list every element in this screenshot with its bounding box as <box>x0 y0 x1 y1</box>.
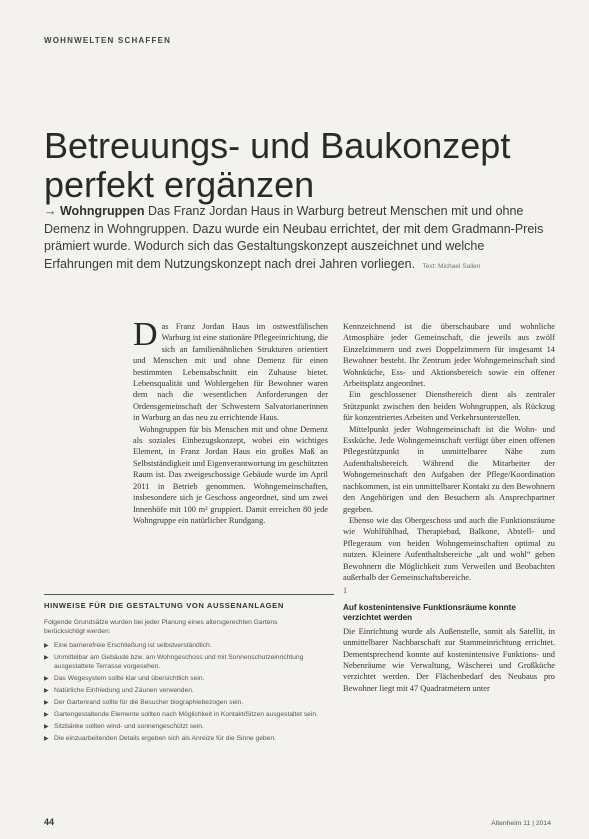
section-label: WOHNWELTEN SCHAFFEN <box>44 36 172 45</box>
triangle-bullet-icon: ▶ <box>44 736 49 742</box>
list-item: ▶ Sitzbänke sollten wind- und sonnengeschützt sein. <box>44 723 204 730</box>
article-title <box>44 126 564 204</box>
paragraph: Wohngruppen für bis Menschen mit und ohne Demenz als soziales Einbezugskonzept, wobei ein wichtiges Element, in Franz Jordan Haus ein großes Maß an Selbstständigkeit und Eigenverantwortung im geschützten Raum ist. Das zweigeschossige Gebäude wurde im April 2011 in Betrieb genommen. Wohngemeinschaften, insbesondere sich je Geschoss angeordnet, sind um zwei Innenhöfe mit 100 m² gruppiert. Damit erreichen 80 jede Wohngruppe ein natürlicher Rundgang. <box>133 424 328 525</box>
triangle-bullet-icon: ▶ <box>44 724 49 730</box>
list-item: ▶ Die einzuarbeitenden Details ergeben sich als Anreize für die Sinne geben. <box>44 735 276 742</box>
paragraph: Mittelpunkt jeder Wohngemeinschaft ist die Wohn- und Essküche. Jede Wohngemeinschaft verfügt über einen offenen Pflegestützpunkt in unmittelbarer Nähe zum Aufenthaltsbereich. Während die Mitarbeiter der Wohngemeinschaft den Aufgaben der Pflege/Koordination nachkommen, ist ein unmittelbarer Kontakt zu den Bewohnern den Angehörigen und den Besuchern als Ansprechpartner gegeben. <box>343 424 555 514</box>
body-column-left <box>133 316 328 526</box>
page-number: 44 <box>44 817 55 827</box>
list-item: ▶ Der Gartenrand sollte für die Besucher biographiebezogen sein. <box>44 699 244 706</box>
title-line-1: Betreuungs- und Baukonzept <box>44 125 511 167</box>
info-box-intro: Folgende Grundsätze wurden bei jeder Planung eines altersgerechten Gartens berücksichtigt werden: <box>44 619 278 635</box>
list-item: ▶ Eine barrierefreie Erschließung ist selbstverständlich. <box>44 642 212 649</box>
paragraph: Ein geschlossener Dienstbereich dient als zentraler Stützpunkt zwischen den beiden Wohngruppen, als Rückzug für konzentriertes Arbeiten und Verkehrsunterstellen. <box>343 390 555 423</box>
info-box-title: HINWEISE FÜR DIE GESTALTUNG VON AUSSENANLAGEN <box>44 601 284 610</box>
triangle-bullet-icon: ▶ <box>44 655 49 661</box>
body-column-right <box>343 321 555 694</box>
drop-cap: D <box>133 316 158 353</box>
info-box <box>44 594 334 791</box>
paragraph: Das Franz Jordan Haus im ostwestfälischen Warburg ist eine stationäre Pflegeeinrichtung, die sich an familienähnlichen Strukturen orientiert und Menschen mit und ohne Demenz für einen bestimmten Lebensabschnitt ein Zuhause bietet. Lebensqualität und Wohlergehen für Bewohner waren dem nach die wesentlichen Anforderungen der Ordensgemeinschaft der Schwestern Salvatorianerinnen in Warburg an das neu zu errichtende Haus. <box>133 316 328 423</box>
paragraph: Kennzeichnend ist die überschaubare und wohnliche Atmosphäre jeder Gemeinschaft, die jeweils aus zwölf Einzelzimmern und zwei Doppelzimmern für insgesamt 14 Bewohner besteht. Ihr Zentrum jeder Wohngemeinschaft sind Wohnküche, Ess- und Aktionsbereich sowie ein offener Arbeitsplatz angeordnet. <box>343 322 555 389</box>
article-lead <box>44 203 544 275</box>
title-line-2: perfekt ergänzen <box>44 164 315 206</box>
list-item: ▶ Unmittelbar am Gebäude bzw. am Wohngeschoss und mit Sonnenschutzeinrichtung ausgestattete Terrasse vorgesehen. <box>44 654 304 670</box>
list-item: ▶ Das Wegesystem sollte klar und übersichtlich sein. <box>44 675 205 682</box>
subheading: Auf kostenintensive Funktionsräume konnte verzichtet werden <box>343 602 516 623</box>
paragraph: Die Einrichtung wurde als Außenstelle, somit als Satellit, in unmittelbarer Nachbarschaft zur Stammeinrichtung errichtet. Dementsprechend konnte auf kostenintensive Funktions- und Nebenräume wie Verwaltung, Wäscherei und Großküche verzichtet werden. Der Flächenbedarf des Neubaus pro Bewohner liegt mit 47 Quadratmetern unter <box>343 626 555 693</box>
arrow-icon: → <box>44 204 57 218</box>
lead-keyword: Wohngruppen <box>59 204 145 218</box>
footnote-mark: 1 <box>343 586 347 596</box>
triangle-bullet-icon: ▶ <box>44 643 49 649</box>
triangle-bullet-icon: ▶ <box>44 700 49 706</box>
list-item: ▶ Gartengestaltende Elemente sollten nach Möglichkeit in Kontakt/Sitzen ausgestaltet sein. <box>44 711 318 718</box>
lead-text: Das Franz Jordan Haus in Warburg betreut Menschen mit und ohne Demenz in Wohngruppen. Dazu wurde ein Neubau errichtet, der mit dem Gradmann-Preis prämiert wurde. Wodurch sich das Gestaltungskonzept auszeichnet und welche Erfahrungen mit dem Nutzungskonzept nach drei Jahren vorliegen. <box>44 204 544 271</box>
triangle-bullet-icon: ▶ <box>44 676 49 682</box>
info-box-list <box>44 641 334 743</box>
triangle-bullet-icon: ▶ <box>44 712 49 718</box>
magazine-issue: Altenheim 11 | 2014 <box>491 820 551 827</box>
paragraph: Ebenso wie das Obergeschoss und auch die Funktionsräume wie Wohlfühlbad, Therapiebad, Balkone, Abstell- und Pflegeraum von beiden Wohngemeinschaften optimal zu nutzen. Kleinere Aufenthaltsbereiche „alt und wohl“ geben Bewohnern die Möglichkeit zum Verweilen und Beobachten außerhalb der Gemeinschaftsbereiche. <box>343 515 555 582</box>
list-item: ▶ Natürliche Einfriedung und Zäunen verwenden. <box>44 687 194 694</box>
author-credit: Text: Michael Sallen <box>422 262 481 270</box>
triangle-bullet-icon: ▶ <box>44 688 49 694</box>
